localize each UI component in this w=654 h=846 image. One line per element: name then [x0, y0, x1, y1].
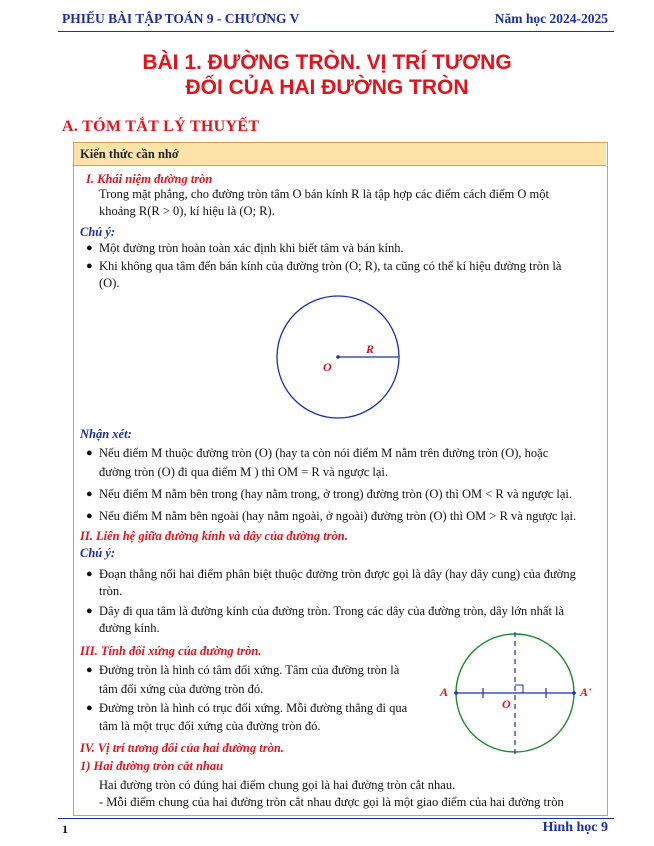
bullet-icon: ●	[86, 664, 93, 676]
header-left: PHIẾU BÀI TẬP TOÁN 9 - CHƯƠNG V	[62, 11, 300, 26]
remark-bullet-2	[86, 486, 572, 503]
section-4-heading: IV. Vị trí tương đối của hai đường tròn.	[80, 741, 284, 755]
symmetry-bullet-2	[86, 700, 408, 717]
label-o: O	[502, 697, 511, 711]
note-1-bullet-2-cont: (O).	[99, 276, 120, 290]
knowledge-box-title: Kiến thức cần nhớ	[80, 147, 179, 161]
header-right: Năm học 2024-2025	[494, 11, 608, 26]
remark-bullet-1	[86, 445, 549, 462]
section-2-heading: II. Liên hệ giữa đường kính và dây của đường tròn.	[80, 529, 348, 543]
note-label-1: Chú ý:	[80, 225, 116, 239]
point-a	[454, 691, 458, 695]
note-2-bullet-2-text: Dây đi qua tâm là đường kính của đường tròn. Trong các dây của đường tròn, dây lớn nhất là	[99, 604, 565, 618]
note-1-bullet-1	[86, 240, 404, 257]
footer-right: Hình học 9	[542, 820, 608, 835]
note-1-bullet-2	[86, 258, 562, 275]
section-1-heading: I. Khái niệm đường tròn	[86, 172, 213, 186]
page-title-line2: ĐỐI CỦA HAI ĐƯỜNG TRÒN	[185, 76, 469, 99]
page-number: 1	[62, 822, 68, 836]
bullet-icon: ●	[86, 242, 93, 254]
note-label-2: Chú ý:	[80, 546, 116, 560]
note-1-bullet-2-text: Khi không qua tâm đến bán kính của đường tròn (O; R), ta cũng có thể kí hiệu đường tròn là	[99, 259, 562, 273]
symmetry-bullet-1-cont: tâm đối xứng của đường tròn đó.	[99, 682, 264, 696]
symmetry-circle-figure	[435, 632, 605, 756]
note-2-bullet-2-cont: đường kính.	[99, 621, 160, 635]
center-label: O	[323, 360, 332, 374]
intersect-definition: Hai đường tròn có đúng hai điểm chung gọi là hai đường tròn cắt nhau.	[99, 778, 456, 792]
bullet-icon: ●	[86, 702, 93, 714]
definition-line2: khoảng R(R > 0), kí hiệu là (O; R).	[99, 204, 275, 218]
definition-line1: Trong mặt phẳng, cho đường tròn tâm O bán kính R là tập hợp các điểm cách điểm O một	[99, 187, 549, 201]
section-a-heading: A. TÓM TẮT LÝ THUYẾT	[62, 118, 260, 135]
symmetry-bullet-1-text: Đường tròn là hình có tâm đối xứng. Tâm của đường tròn là	[99, 663, 400, 677]
note-2-bullet-1-text: Đoạn thẳng nối hai điểm phân biệt thuộc đường tròn được gọi là dây (hay dây cung) của đường	[99, 567, 576, 581]
remark-bullet-1-cont: đường tròn (O) đi qua điểm M ) thì OM = R và ngược lại.	[99, 465, 388, 479]
section-3-heading: III. Tính đối xứng của đường tròn.	[80, 644, 262, 658]
label-a: A	[440, 685, 449, 699]
header-divider	[58, 31, 614, 32]
intersect-dash-item: - Mỗi điểm chung của hai đường tròn cắt nhau được gọi là một giao điểm của hai đường tròn	[99, 795, 564, 809]
bullet-icon: ●	[86, 447, 93, 459]
label-a-prime: A'	[580, 685, 592, 699]
bullet-icon: ●	[86, 568, 93, 580]
circle-radius-figure	[270, 292, 410, 422]
note-1-bullet-1-text: Một đường tròn hoàn toàn xác định khi biết tâm và bán kính.	[99, 241, 404, 255]
center-point	[336, 355, 340, 359]
remark-bullet-3	[86, 508, 577, 525]
note-2-bullet-1	[86, 566, 576, 583]
remark-label: Nhận xét:	[80, 427, 132, 441]
symmetry-bullet-2-text: Đường tròn là hình có trục đối xứng. Mỗi đường thẳng đi qua	[99, 701, 408, 715]
symmetry-bullet-2-cont: tâm là một trục đối xứng của đường tròn đó.	[99, 719, 321, 733]
note-2-bullet-1-cont: tròn.	[99, 584, 123, 598]
point-a-prime	[572, 691, 576, 695]
subsection-4-1-heading: 1) Hai đường tròn cắt nhau	[80, 759, 224, 773]
bullet-icon: ●	[86, 605, 93, 617]
remark-bullet-2-text: Nếu điểm M nằm bên trong (hay nằm trong, ở trong) đường tròn (O) thì OM < R và ngược lại.	[99, 487, 572, 501]
radius-label: R	[366, 342, 375, 356]
note-2-bullet-2	[86, 603, 565, 620]
symmetry-bullet-1	[86, 662, 400, 679]
remark-bullet-3-text: Nếu điểm M nằm bên ngoài (hay nằm ngoài, ở ngoài) đường tròn (O) thì OM > R và ngược lại.	[99, 509, 577, 523]
remark-bullet-1-text: Nếu điểm M thuộc đường tròn (O) (hay ta còn nói điểm M nằm trên đường tròn (O), hoặc	[99, 446, 549, 460]
right-angle-mark	[515, 685, 523, 693]
bullet-icon: ●	[86, 260, 93, 272]
page-title-line1: BÀI 1. ĐƯỜNG TRÒN. VỊ TRÍ TƯƠNG	[142, 51, 512, 74]
footer-divider	[58, 818, 614, 819]
bullet-icon: ●	[86, 488, 93, 500]
bullet-icon: ●	[86, 510, 93, 522]
